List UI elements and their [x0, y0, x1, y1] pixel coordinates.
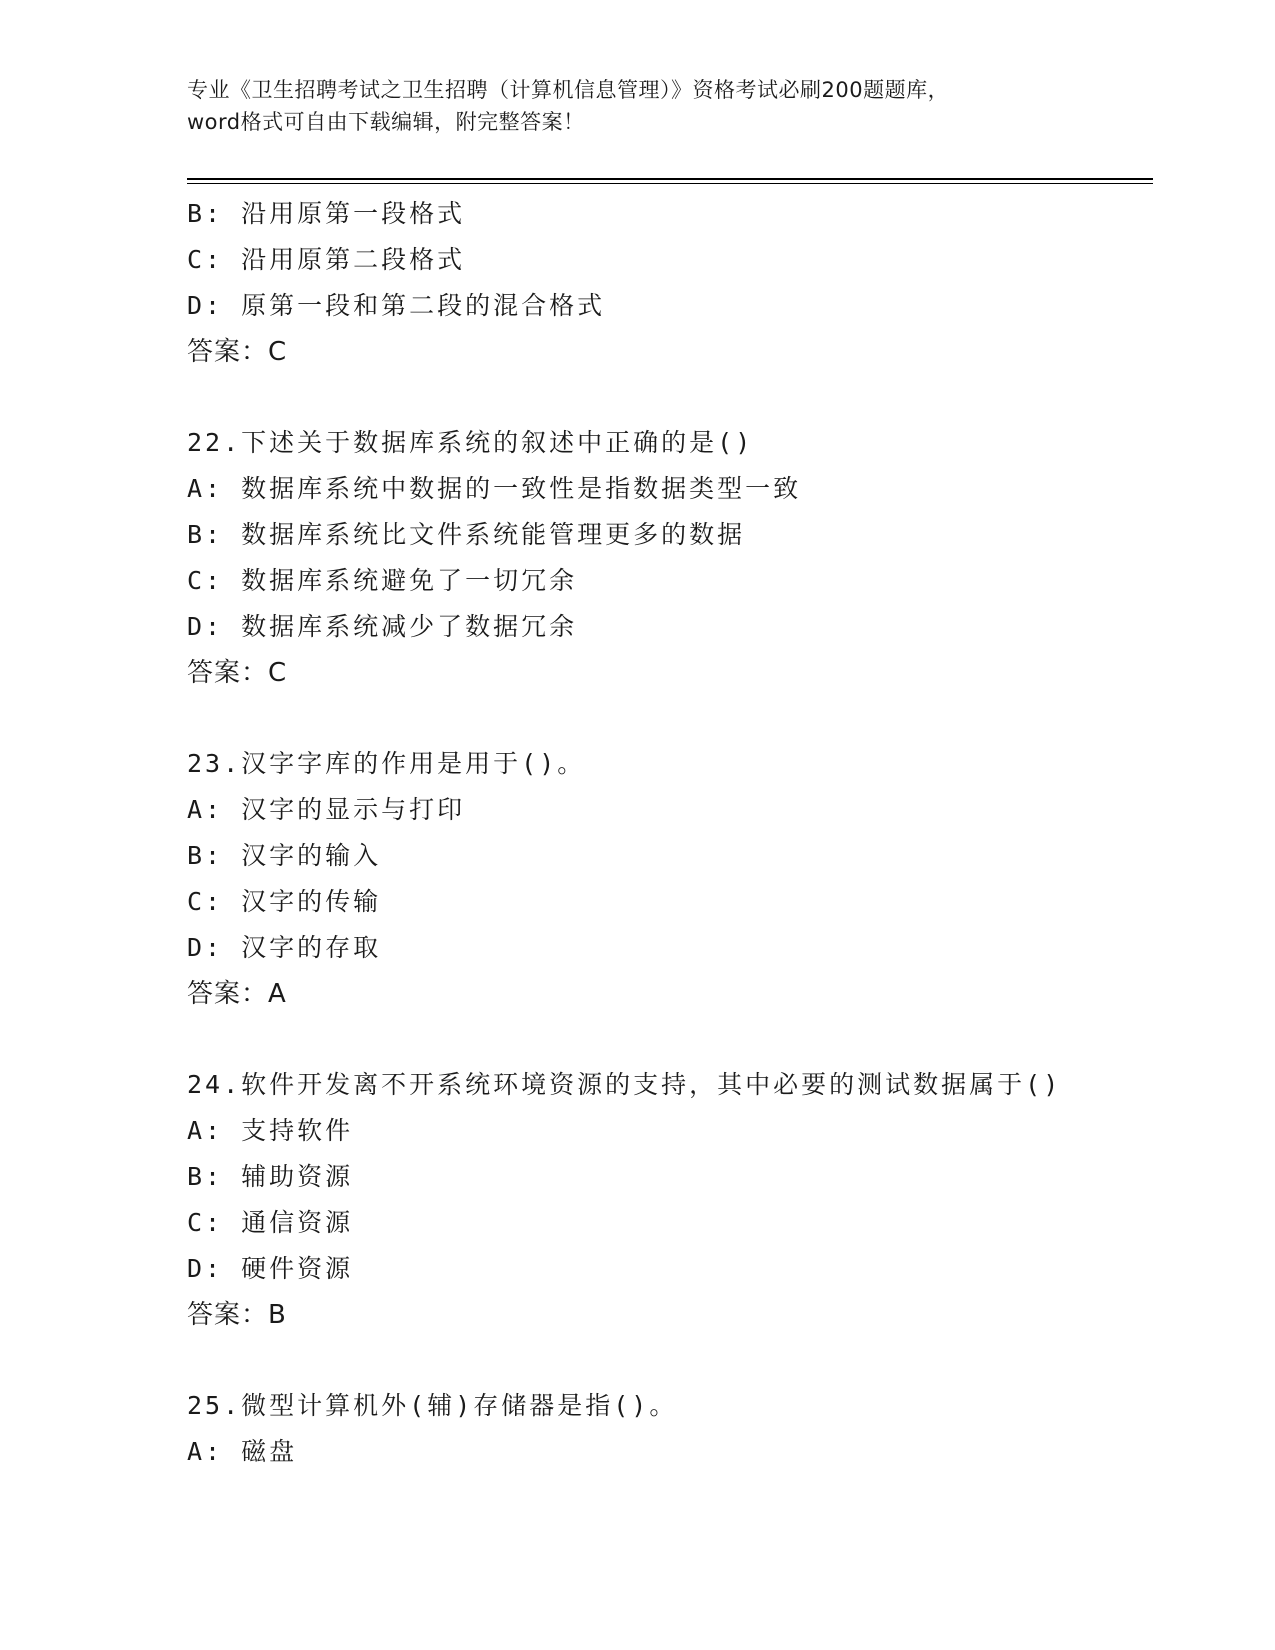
option-c: C: 通信资源 — [187, 1208, 354, 1237]
option-b: B: 汉字的输入 — [187, 841, 382, 870]
option-b: B: 数据库系统比文件系统能管理更多的数据 — [187, 520, 746, 549]
question-24 — [187, 1062, 1147, 1338]
answer: 答案：C — [187, 658, 288, 688]
option-d: D: 硬件资源 — [187, 1254, 354, 1283]
question-23 — [187, 741, 1147, 1017]
option-a: A: 汉字的显示与打印 — [187, 795, 466, 824]
option-c: C: 数据库系统避免了一切冗余 — [187, 566, 578, 595]
header-divider-thin — [187, 183, 1153, 184]
question-22 — [187, 420, 1147, 696]
option-b: B: 辅助资源 — [187, 1162, 354, 1191]
question-fragment — [187, 191, 1147, 375]
option-a: A: 数据库系统中数据的一致性是指数据类型一致 — [187, 474, 802, 503]
option-d: D: 原第一段和第二段的混合格式 — [187, 291, 606, 320]
option-d: D: 数据库系统减少了数据冗余 — [187, 612, 578, 641]
option-a: A: 磁盘 — [187, 1437, 298, 1466]
answer: 答案：B — [187, 1300, 287, 1330]
option-d: D: 汉字的存取 — [187, 933, 382, 962]
option-b: B: 沿用原第一段格式 — [187, 199, 466, 228]
header-line-2: word格式可自由下载编辑，附完整答案！ — [187, 110, 585, 134]
question-25 — [187, 1383, 1147, 1475]
question-stem: 22.下述关于数据库系统的叙述中正确的是() — [187, 428, 754, 457]
header-divider-thick — [187, 178, 1153, 180]
question-stem: 23.汉字字库的作用是用于()。 — [187, 749, 586, 778]
option-c: C: 沿用原第二段格式 — [187, 245, 466, 274]
answer: 答案：C — [187, 337, 288, 367]
option-c: C: 汉字的传输 — [187, 887, 382, 916]
question-stem: 25.微型计算机外(辅)存储器是指()。 — [187, 1391, 678, 1420]
header-line-1: 专业《卫生招聘考试之卫生招聘（计算机信息管理）》资格考试必刷200题题库， — [187, 78, 950, 102]
question-stem: 24.软件开发离不开系统环境资源的支持，其中必要的测试数据属于() — [187, 1070, 1062, 1099]
answer: 答案：A — [187, 979, 287, 1009]
document-header — [187, 74, 1087, 138]
question-list — [187, 191, 1147, 1475]
option-a: A: 支持软件 — [187, 1116, 354, 1145]
